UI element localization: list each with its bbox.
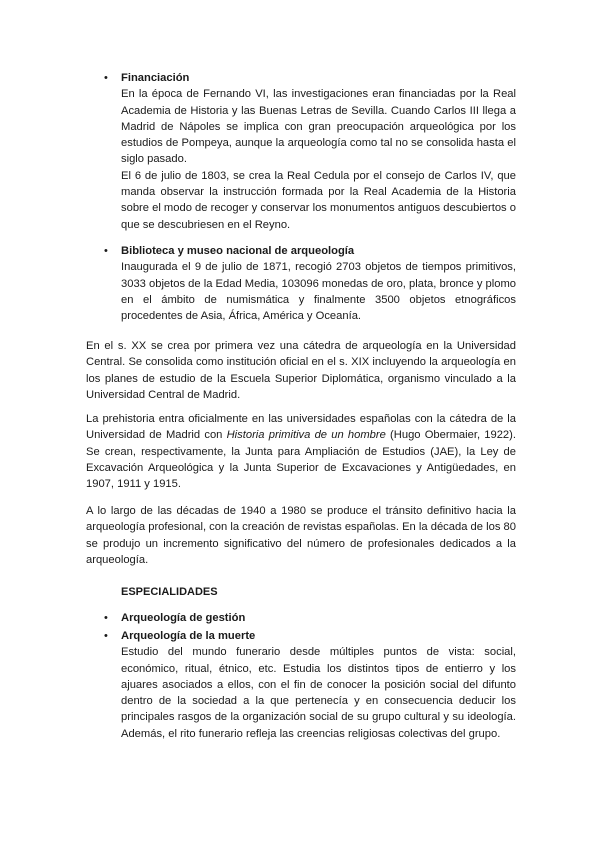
list-item-title: Arqueología de la muerte	[121, 630, 256, 642]
section-heading: ESPECIALIDADES	[121, 586, 218, 598]
list-item-title: Arqueología de gestión	[121, 612, 246, 624]
body-paragraph: A lo largo de las décadas de 1940 a 1980 se produce el tránsito definitivo hacia la arqueología profesional, con la creación de revistas españolas. En la década de los 80 se produjo un incremento significativo del número de profesionales dedicados a la arqueología.	[86, 505, 516, 566]
list-item-paragraph: Inaugurada el 9 de julio de 1871, recogió 2703 objetos de tiempos primitivos, 3033 objetos de la Edad Media, 103096 monedas de oro, plata, bronce y plomo en el ámbito de numismática y finalmente 3500 objetos etnográficos procedentes de Asia, África, América y Oceanía.	[121, 261, 516, 323]
list-item-paragraph: El 6 de julio de 1803, se crea la Real Cedula por el consejo de Carlos IV, que manda observar la instrucción formada por la Real Academia de la Historia sobre el modo de recoger y conservar los monumentos antiguos descubiertos o que se descubriesen en el Reyno.	[121, 169, 516, 231]
list-item-gestion	[121, 610, 516, 626]
list-item-biblioteca	[121, 243, 516, 324]
list-item-muerte	[121, 628, 516, 742]
bullet-marker: •	[104, 245, 108, 257]
body-paragraph: En el s. XX se crea por primera vez una cátedra de arqueología en la Universidad Central. Se consolida como institución oficial en el s. XIX incluyendo la arqueología en los planes de estudio de la Escuela Superior Diplomática, organismo vinculado a la Universidad Central de Madrid.	[86, 340, 516, 401]
list-item-paragraph: En la época de Fernando VI, las investigaciones eran financiadas por la Real Academia de Historia y las Buenas Letras de Sevilla. Cuando Carlos III llega a Madrid de Nápoles se implica con gran preocupación arqueológica por los estudios de Pompeya, aunque la arqueología como tal no se consolida hasta el siglo pasado.	[121, 88, 516, 166]
body-paragraph: La prehistoria entra oficialmente en las universidades españolas con la cátedra de la Universidad de Madrid con Historia primitiva de un hombre (Hugo Obermaier, 1922). Se crean, respectivamente, la Junta para Ampliación de Estudios (JAE), la Ley de Excavación Arqueológica y la Junta Superior de Excavaciones y Antigüedades, en 1907, 1911 y 1915.	[86, 413, 516, 491]
bullet-marker: •	[104, 612, 108, 624]
list-item-title: Biblioteca y museo nacional de arqueología	[121, 245, 355, 257]
book-title: Historia primitiva de un hombre	[226, 429, 386, 442]
list-item-financiacion	[121, 70, 516, 233]
list-item-title: Financiación	[121, 72, 190, 84]
bullet-marker: •	[104, 630, 108, 642]
list-item-paragraph: Estudio del mundo funerario desde múltiples puntos de vista: social, económico, ritual, étnico, etc. Estudia los distintos tipos de entierro y los ajuares asociados a ellos, con el fin de conocer la posición social del difunto dentro de la sociedad a la que pertenecía y en consecuencia deducir los principales rasgos de la organización social de su grupo cultural y su ideología. Además, el rito funerario refleja las creencias religiosas colectivas del grupo.	[121, 646, 516, 740]
bullet-marker: •	[104, 72, 108, 84]
